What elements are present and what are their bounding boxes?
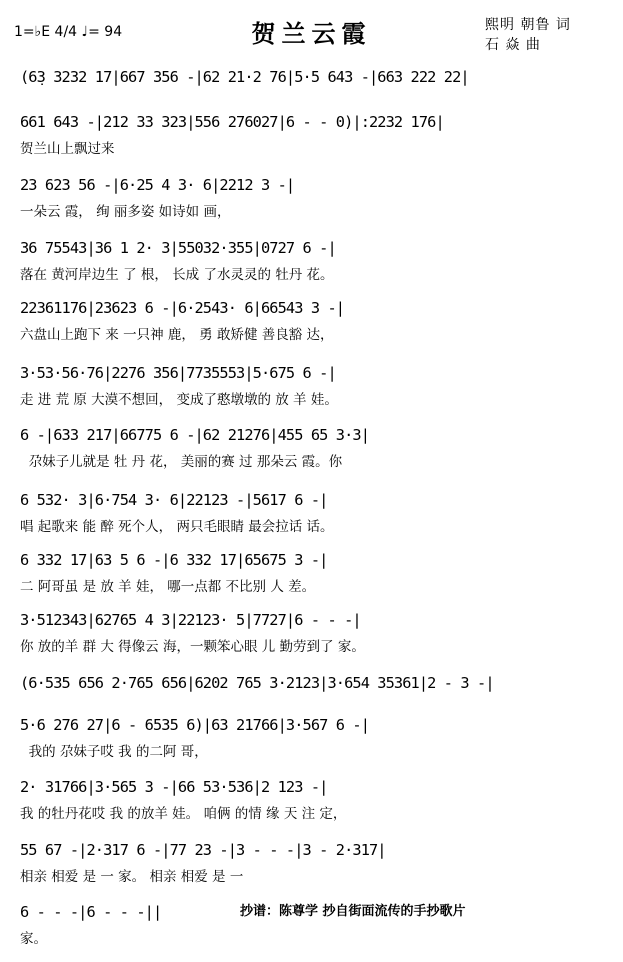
notation-line: 661 643 -|212 33 323|556 276027|6 - - 0)|:2232 176| — [20, 113, 444, 131]
notation-line: 6 532· 3|6·754 3· 6|22123 -|5617 6 -| — [20, 491, 328, 509]
notation-line: 36 75543|36 1 2· 3|55032·355|0727 6 -| — [20, 239, 336, 257]
notation-line: 6 332 17|63 5 6 -|6 332 17|65675 3 -| — [20, 551, 328, 569]
key-tempo: 1=♭E 4/4 ♩= 94 — [14, 24, 123, 40]
lyric-line: 二 阿哥虽 是 放 羊 娃， 哪一点都 不比别 人 差。 — [20, 579, 316, 595]
lyric-line: 唱 起歌来 能 醉 死个人， 两只毛眼睛 最会拉话 话。 — [20, 519, 334, 535]
notation-line: 22361176|23623 6 -|6·2543· 6|66543 3 -| — [20, 299, 345, 317]
notation-line: (6̣3 3232 17|667 356 -|62 21·2 76|5·5 643 -|663 222 22| — [20, 68, 469, 86]
lyricist-credit: 熙明 朝鲁 词 — [485, 17, 571, 33]
lyric-line: 六盘山上跑下 来 一只神 鹿， 勇 敢矫健 善良豁 达， — [20, 327, 334, 343]
notation-line: 3·53·56·76|2276 356|7735553|5·675 6 -| — [20, 364, 336, 382]
notation-line: 23 623 56 -|6·25 4 3· 6|2212 3 -| — [20, 176, 295, 194]
notation-line: 6 - - -|6 - - -|| — [20, 903, 162, 921]
lyric-line: 一朵云 霞， 绚 丽多姿 如诗如 画， — [20, 204, 231, 220]
lyric-line: 落在 黄河岸边生 了 根， 长成 了水灵灵的 牡丹 花。 — [20, 267, 334, 283]
lyric-line: 家。 — [20, 931, 47, 947]
lyric-line: 尕妹子儿就是 牡 丹 花， 美丽的赛 过 那朵云 霞。你 — [20, 454, 343, 470]
lyric-line: 你 放的羊 群 大 得像云 海，一颗笨心眼 儿 勤劳到了 家。 — [20, 639, 365, 655]
lyric-line: 我 的牡丹花哎 我 的放羊 娃。 咱俩 的情 缘 天 注 定， — [20, 806, 347, 822]
lyric-line: 走 进 荒 原 大漠不想回， 变成了憨墩墩的 放 羊 娃。 — [20, 392, 338, 408]
notation-line: 3·512343|62765 4 3|22123· 5|7727|6 - - -| — [20, 611, 361, 629]
notation-line: 55 67 -|2·317 6 -|77 23 -|3 - - -|3 - 2·317| — [20, 841, 386, 859]
notation-line: (6·535 656 2·765 656|6202 765 3·2123|3·654 35361|2 - 3 -| — [20, 674, 494, 692]
composer-credit: 石 焱 曲 — [485, 37, 541, 53]
lyric-line: 相亲 相爱 是 一 家。 相亲 相爱 是 一 — [20, 869, 244, 885]
notation-line: 5·6 276 27|6 - 6535 6)|63 21766|3·567 6 -| — [20, 716, 369, 734]
song-title: 贺兰云霞 — [251, 20, 372, 48]
lyric-line: 我的 尕妹子哎 我 的二阿 哥， — [20, 744, 208, 760]
notation-line: 2· 31766|3·565 3 -|66 53·536|2 123 -| — [20, 778, 328, 796]
notation-line: 6 -|633 217|66775 6 -|62 21276|455 65 3·3| — [20, 426, 369, 444]
lyric-line: 贺兰山上飘过来 — [20, 141, 115, 157]
transcriber-note: 抄谱：陈尊学 抄自街面流传的手抄歌片 — [240, 904, 466, 919]
